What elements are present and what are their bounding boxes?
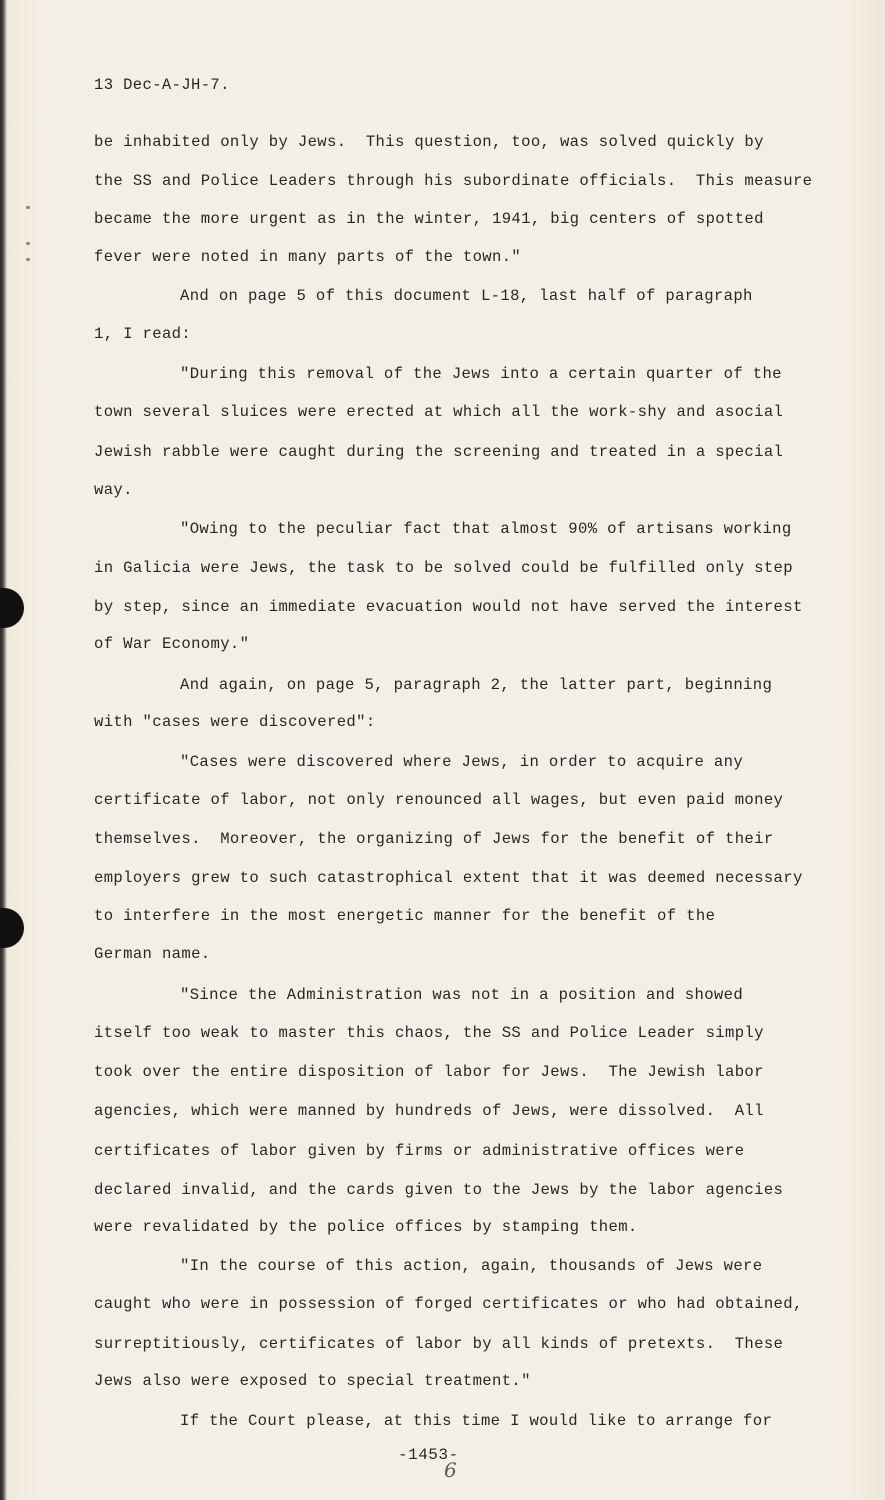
- text-line: "During this removal of the Jews into a certain quarter of the: [180, 365, 782, 383]
- text-line: "Since the Administration was not in a position and showed: [180, 986, 744, 1004]
- text-line: in Galicia were Jews, the task to be solved could be fulfilled only step: [94, 559, 793, 577]
- text-line: be inhabited only by Jews. This question, too, was solved quickly by: [94, 133, 764, 151]
- text-line: certificates of labor given by firms or administrative offices were: [94, 1142, 745, 1160]
- margin-mark: [26, 258, 30, 261]
- text-line: of War Economy.": [94, 635, 250, 653]
- text-line: employers grew to such catastrophical extent that it was deemed necessary: [94, 869, 803, 887]
- text-line: caught who were in possession of forged certificates or who had obtained,: [94, 1295, 803, 1313]
- text-line: And on page 5 of this document L-18, last half of paragraph: [180, 287, 753, 305]
- text-line: surreptitiously, certificates of labor by all kinds of pretexts. These: [94, 1335, 784, 1353]
- text-line: German name.: [94, 945, 211, 963]
- text-line: were revalidated by the police offices by stamping them.: [94, 1218, 638, 1236]
- text-line: "In the course of this action, again, thousands of Jews were: [180, 1257, 763, 1275]
- text-line: agencies, which were manned by hundreds of Jews, were dissolved. All: [94, 1102, 764, 1120]
- handwritten-annotation: 6: [444, 1458, 457, 1482]
- text-line: itself too weak to master this chaos, the SS and Police Leader simply: [94, 1024, 764, 1042]
- text-line: town several sluices were erected at which all the work-shy and asocial: [94, 403, 784, 421]
- text-line: by step, since an immediate evacuation would not have served the interest: [94, 598, 803, 616]
- text-line: the SS and Police Leaders through his subordinate officials. This measure: [94, 172, 813, 190]
- text-line: "Cases were discovered where Jews, in order to acquire any: [180, 753, 744, 771]
- text-line: Jews also were exposed to special treatment.": [94, 1372, 531, 1390]
- text-line: way.: [94, 481, 133, 499]
- page-number: -1453-: [398, 1446, 459, 1464]
- text-line: certificate of labor, not only renounced all wages, but even paid money: [94, 791, 784, 809]
- text-line: fever were noted in many parts of the town.": [94, 248, 522, 266]
- text-line: with "cases were discovered":: [94, 713, 376, 731]
- text-line: took over the entire disposition of labor for Jews. The Jewish labor: [94, 1063, 764, 1081]
- binder-hole-upper: [0, 588, 24, 628]
- document-reference: 13 Dec-A-JH-7.: [94, 76, 230, 94]
- binder-hole-lower: [0, 908, 24, 948]
- margin-mark: [26, 242, 30, 245]
- text-line: declared invalid, and the cards given to the Jews by the labor agencies: [94, 1181, 784, 1199]
- text-line: themselves. Moreover, the organizing of Jews for the benefit of their: [94, 830, 774, 848]
- text-line: And again, on page 5, paragraph 2, the latter part, beginning: [180, 676, 773, 694]
- margin-mark: [26, 206, 30, 209]
- text-line: to interfere in the most energetic manner for the benefit of the: [94, 907, 716, 925]
- text-line: Jewish rabble were caught during the screening and treated in a special: [94, 443, 784, 461]
- text-line: If the Court please, at this time I would like to arrange for: [180, 1412, 773, 1430]
- text-line: "Owing to the peculiar fact that almost 90% of artisans working: [180, 520, 792, 538]
- text-line: became the more urgent as in the winter, 1941, big centers of spotted: [94, 210, 764, 228]
- text-line: 1, I read:: [94, 325, 192, 343]
